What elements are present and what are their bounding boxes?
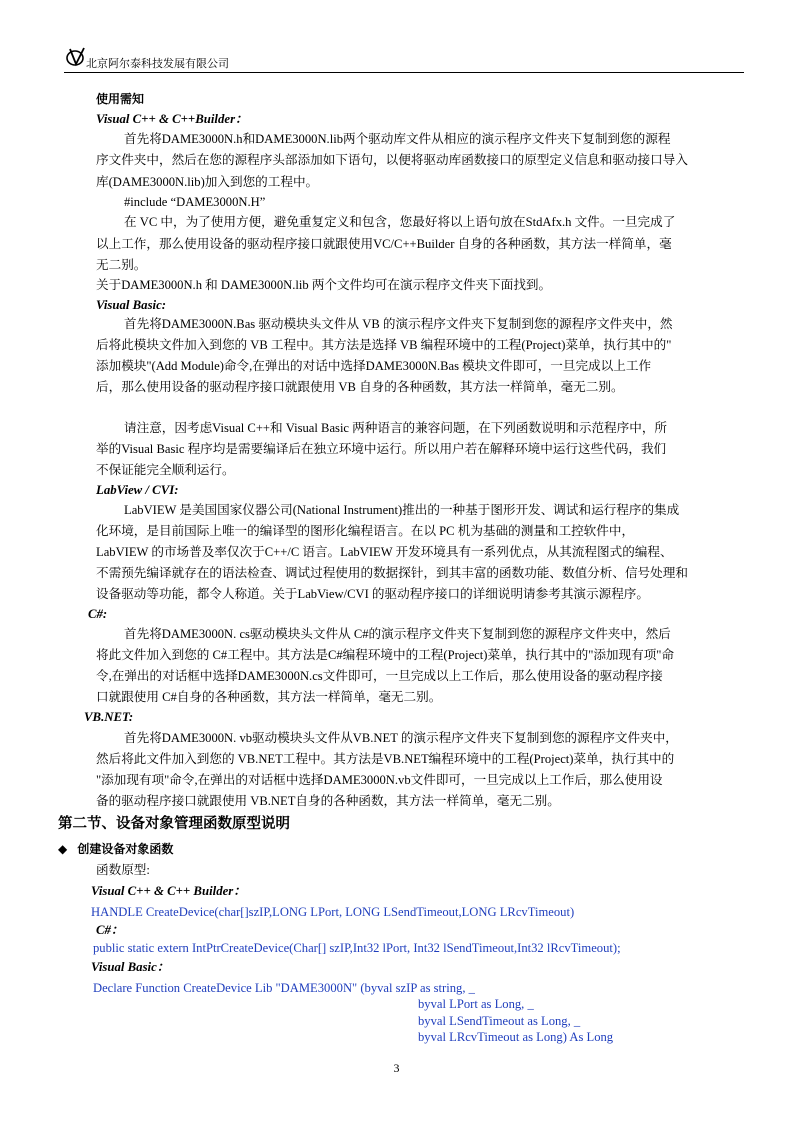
prototype-label: 函数原型: [96, 863, 150, 877]
note-line-2: 举的Visual Basic 程序均是需要编译后在独立环境中运行。所以用户若在解释环境中运行这些代码，我们 [96, 442, 667, 456]
vbnet-line-2: 然后将此文件加入到您的 VB.NET工程中。其方法是VB.NET编程环境中的工程(Project)菜单，执行其中的 [96, 752, 675, 766]
vcpp-line-8: 关于DAME3000N.h 和 DAME3000N.lib 两个文件均可在演示程序文件夹下面找到。 [96, 278, 552, 292]
vbnet-line-3: "添加现有项"命令,在弹出的对话框中选择DAME3000N.vb文件即可，一旦完成以上工作后，那么使用设 [96, 773, 663, 787]
bullet-create-device [58, 842, 173, 857]
note-line-1: 请注意，因考虑Visual C++和 Visual Basic 两种语言的兼容问题，在下列函数说明和示范程序中，所 [124, 421, 668, 435]
usage-notes-title: 使用需知 [96, 92, 145, 106]
labview-line-1: LabVIEW 是美国国家仪器公司(National Instrument)推出的一种基于图形开发、调试和运行程序的集成 [124, 503, 680, 517]
cs-heading: C#: [88, 607, 108, 621]
proto-vcpp-label: Visual C++ & C++ Builder： [91, 884, 247, 898]
vcpp-line-5: 在 VC 中，为了使用方便，避免重复定义和包含，您最好将以上语句放在StdAfx.h 文件。一旦完成了 [124, 215, 676, 229]
labview-line-3: LabVIEW 的市场普及率仅次于C++/C 语言。LabVIEW 开发环境具有一系列优点，从其流程图式的编程、 [96, 545, 673, 559]
proto-cs-label: C#： [96, 923, 124, 937]
vb-line-4: 后，那么使用设备的驱动程序接口就跟使用 VB 自身的各种函数，其方法一样简单，毫无二别。 [96, 380, 624, 394]
bullet-title: 创建设备对象函数 [77, 842, 174, 856]
vb-line-3: 添加模块"(Add Module)命令,在弹出的对话中选择DAME3000N.Bas 模块文件即可，一旦完成以上工作 [96, 359, 652, 373]
proto-vb-label: Visual Basic： [91, 960, 170, 974]
company-name: 北京阿尔泰科技发展有限公司 [86, 57, 229, 70]
proto-vcpp-code: HANDLE CreateDevice(char[]szIP,LONG LPort, LONG LSendTimeout,LONG LRcvTimeout) [91, 905, 575, 919]
vcpp-line-7: 无二别。 [96, 258, 147, 272]
proto-vb-code-2: byval LPort as Long, _ [418, 997, 534, 1011]
cs-line-2: 将此文件加入到您的 C#工程中。其方法是C#编程环境中的工程(Project)菜单，执行其中的"添加现有项"命 [96, 648, 675, 662]
labview-line-4: 不需预先编译就存在的语法检查、调试过程使用的数据探针，到其丰富的函数功能、数值分析、信号处理和 [96, 566, 688, 580]
page-header [64, 44, 744, 73]
vcpp-include-line: #include “DAME3000N.H” [124, 195, 266, 209]
vbnet-line-4: 备的驱动程序接口就跟使用 VB.NET自身的各种函数，其方法一样简单，毫无二别。 [96, 794, 560, 808]
vcpp-line-1: 首先将DAME3000N.h和DAME3000N.lib两个驱动库文件从相应的演示程序文件夹下复制到您的源程 [124, 132, 671, 146]
cs-line-4: 口就跟使用 C#自身的各种函数，其方法一样简单，毫无二别。 [96, 690, 442, 704]
vbnet-heading: VB.NET: [84, 710, 134, 724]
vb-heading: Visual Basic: [96, 298, 167, 312]
proto-vb-code-1: Declare Function CreateDevice Lib "DAME3000N" (byval szIP as string, _ [93, 981, 475, 995]
diamond-bullet-icon: ◆ [58, 842, 68, 856]
page-number: 3 [393, 1061, 400, 1075]
vcpp-line-3: 库(DAME3000N.lib)加入到您的工程中。 [96, 175, 319, 189]
vbnet-line-1: 首先将DAME3000N. vb驱动模块头文件从VB.NET 的演示程序文件夹下复制到您的源程序文件夹中， [124, 731, 678, 745]
vcpp-heading: Visual C++ & C++Builder： [96, 112, 248, 126]
vcpp-line-2: 序文件夹中，然后在您的源程序头部添加如下语句，以便将驱动库函数接口的原型定义信息和驱动接口导入 [96, 153, 688, 167]
note-line-3: 不保证能完全顺利运行。 [96, 463, 235, 477]
proto-vb-code-3: byval LSendTimeout as Long, _ [418, 1014, 581, 1028]
company-logo-icon [64, 46, 86, 68]
vb-line-2: 后将此模块文件加入到您的 VB 工程中。其方法是选择 VB 编程环境中的工程(Project)菜单，执行其中的" [96, 338, 672, 352]
proto-cs-code: public static extern IntPtrCreateDevice(Char[] szIP,Int32 lPort, Int32 lSendTimeout,Int32 lRcvTimeout); [93, 941, 621, 955]
vcpp-line-6: 以上工作，那么使用设备的驱动程序接口就跟使用VC/C++Builder 自身的各种函数，其方法一样简单，毫 [96, 237, 672, 251]
proto-vb-code-4: byval LRcvTimeout as Long) As Long [418, 1030, 614, 1044]
labview-heading: LabView / CVI: [96, 483, 179, 497]
labview-line-2: 化环境，是目前国际上唯一的编译型的图形化编程语言。在以 PC 机为基础的测量和工控软件中， [96, 524, 635, 538]
labview-line-5: 设备驱动等功能，都令人称道。关于LabView/CVI 的驱动程序接口的详细说明请参考其演示源程序。 [96, 587, 649, 601]
vb-line-1: 首先将DAME3000N.Bas 驱动模块头文件从 VB 的演示程序文件夹下复制到您的源程序文件夹中，然 [124, 317, 673, 331]
cs-line-1: 首先将DAME3000N. cs驱动模块头文件从 C#的演示程序文件夹下复制到您的源程序文件夹中，然后 [124, 627, 671, 641]
section-title: 第二节、设备对象管理函数原型说明 [58, 816, 290, 832]
cs-line-3: 令,在弹出的对话框中选择DAME3000N.cs文件即可，一旦完成以上工作后，那么使用设备的驱动程序接 [96, 669, 663, 683]
